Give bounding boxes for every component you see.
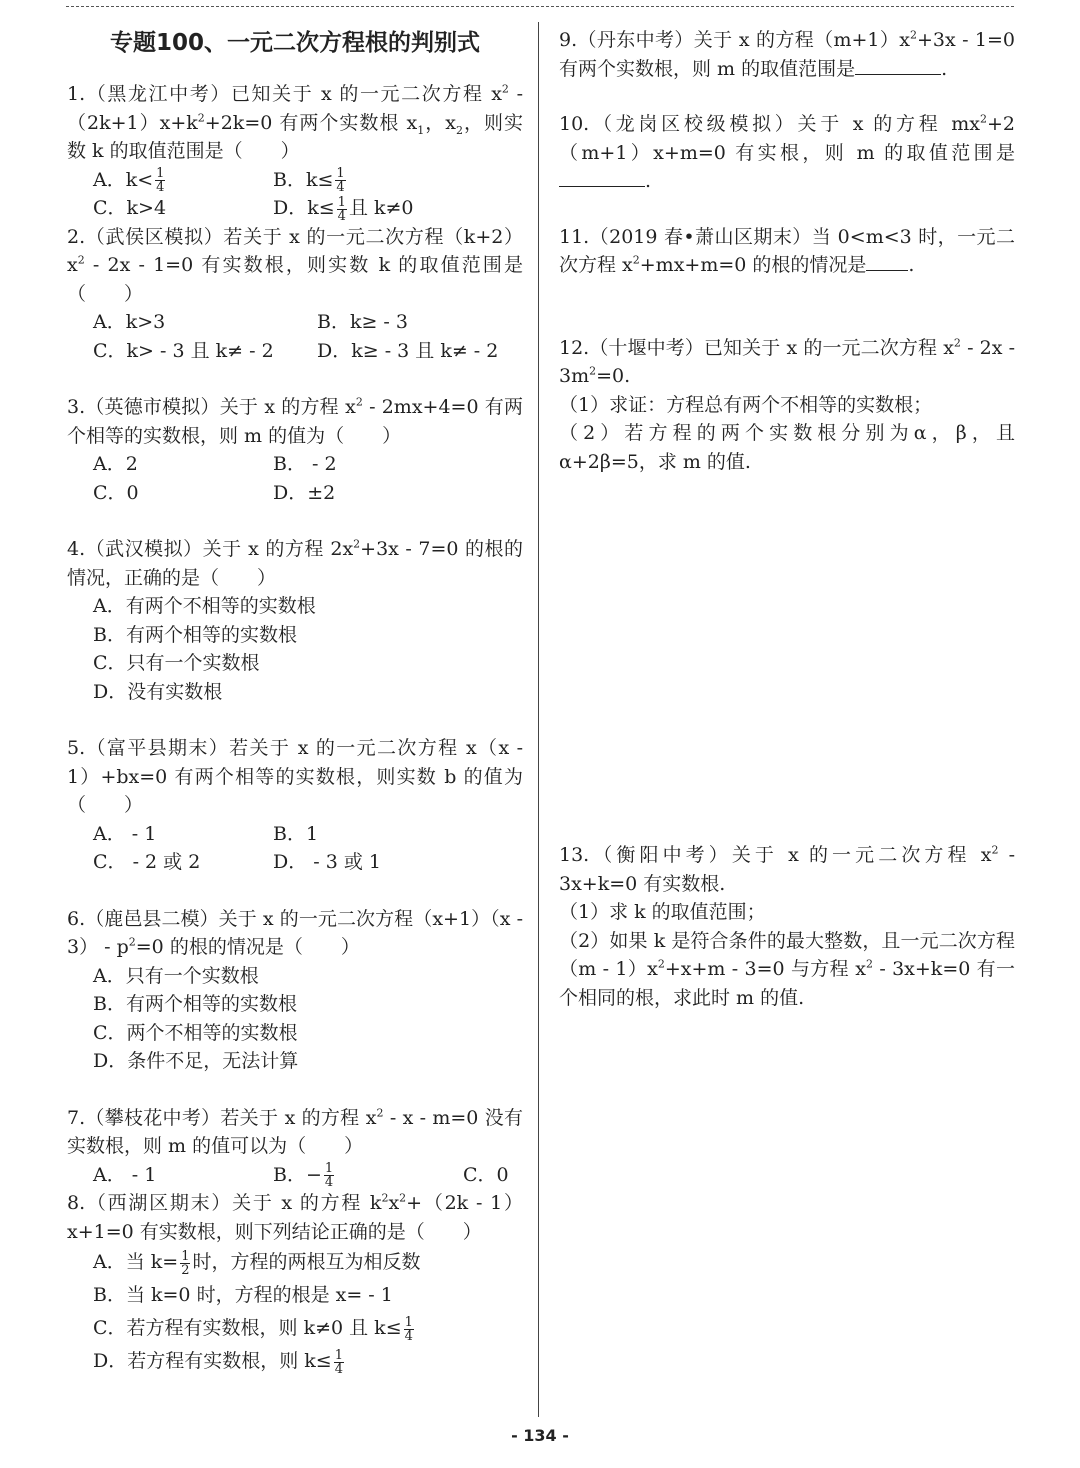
option-b: B．当 k=0 时，方程的根是 x= - 1 bbox=[93, 1284, 393, 1306]
question-11 bbox=[559, 223, 1015, 280]
question-5-stem: 5.（富平县期末）若关于 x 的一元二次方程 x（x - 1）+bx=0 有两个相等的实数根，则实数 b 的值为（ ） bbox=[67, 737, 523, 816]
option-a: A．k>3 bbox=[93, 311, 166, 333]
option-a: A．只有一个实数根 bbox=[93, 964, 259, 987]
answer-blank[interactable] bbox=[866, 251, 908, 271]
option-a: A．k< $\frac{1}{4}$ bbox=[93, 166, 165, 195]
question-1-options bbox=[67, 166, 523, 223]
question-2-options bbox=[67, 308, 523, 365]
option-a: A．2 bbox=[93, 453, 138, 475]
question-13-stem: 13.（衡阳中考）关于 x 的一元二次方程 $x^2 - 3x+k=0$ 有实数根. bbox=[559, 843, 1015, 895]
question-3 bbox=[67, 393, 523, 507]
option-b: B．− $\frac{1}{4}$ bbox=[273, 1161, 334, 1190]
option-c: C．k> - 3 且 k≠ - 2 bbox=[93, 339, 274, 362]
question-3-options bbox=[67, 450, 523, 507]
question-9 bbox=[559, 26, 1015, 83]
question-4-stem: 4.（武汉模拟）关于 x 的方程 $2x^2+3x - 7=0$ 的根的情况，正确的是（ ） bbox=[67, 537, 523, 589]
option-b: B．k≥ - 3 bbox=[317, 311, 408, 333]
option-c: C．若方程有实数根，则 k≠0 且 k≤ $\frac{1}{4}$ bbox=[93, 1314, 413, 1344]
page-title: 专题100、一元二次方程根的判别式 bbox=[109, 30, 480, 56]
option-c: C．0 bbox=[463, 1163, 509, 1186]
option-a: A．有两个不相等的实数根 bbox=[93, 595, 316, 617]
question-13-part-2: （2）如果 k 是符合条件的最大整数，且一元二次方程$(m - 1)x^2+x+m - 3=0$ 与方程 $x^2 - 3x+k=0$ 有一个相同的根，求此时 m 的值. bbox=[559, 929, 1015, 1009]
column-divider bbox=[538, 22, 539, 1417]
question-2 bbox=[67, 223, 523, 366]
question-6 bbox=[67, 905, 523, 1076]
question-11-stem: 11.（2019 春•萧山区期末）当 0<m<3 时，一元二次方程 $x^2+mx+m=0$ 的根的情况是 . bbox=[559, 225, 1015, 276]
question-1-stem: 1.（黑龙江中考）已知关于 x 的一元二次方程 $x^2$ $-(2k+1)x+k^2+2k=0$ 有两个实数根 $x_1$，$x_2$，则实数 k 的取值范围是（ ） bbox=[67, 82, 524, 162]
option-d: D． - 3 或 1 bbox=[273, 851, 381, 873]
option-d: D．±2 bbox=[273, 481, 336, 504]
question-2-stem: 2.（武侯区模拟）若关于 x 的一元二次方程$(k+2)x^2 - 2x - 1=0$ 有实数根，则实数 k 的取值范围是（ ） bbox=[67, 225, 523, 305]
top-dashed-rule bbox=[66, 6, 1014, 7]
option-b: B．有两个相等的实数根 bbox=[93, 623, 297, 646]
option-b: B．k≤ $\frac{1}{4}$ bbox=[273, 166, 345, 195]
question-12-stem: 12.（十堰中考）已知关于 x 的一元二次方程 $x^2 - 2x - 3m^2=0$. bbox=[559, 336, 1015, 387]
option-c: C． - 2 或 2 bbox=[93, 851, 201, 873]
option-b: B．1 bbox=[273, 822, 319, 845]
answer-blank[interactable] bbox=[855, 55, 941, 75]
question-6-stem: 6.（鹿邑县二模）关于 x 的一元二次方程$(x+1)(x - 3) - p^2=0$ 的根的情况是（ ） bbox=[67, 907, 523, 958]
question-12-part-2: （2）若方程的两个实数根分别为α，β，且α+2β=5，求 m 的值. bbox=[559, 422, 1015, 473]
question-8 bbox=[67, 1189, 523, 1378]
option-a: A． - 1 bbox=[93, 822, 157, 845]
question-10-stem: 10.（龙岗区校级模拟）关于 x 的方程 $mx^2+2(m+1)x+m=0$ 有实根，则 m 的取值范围是. bbox=[559, 112, 1015, 192]
option-d: D．k≤ $\frac{1}{4}$ 且 k≠0 bbox=[273, 194, 414, 224]
question-10 bbox=[559, 110, 1015, 196]
question-1 bbox=[67, 80, 523, 223]
question-7 bbox=[67, 1104, 523, 1190]
question-4 bbox=[67, 535, 523, 706]
option-b: B．有两个相等的实数根 bbox=[93, 993, 297, 1015]
option-d: D．条件不足，无法计算 bbox=[93, 1050, 299, 1072]
question-8-stem: 8.（西湖区期末）关于 x 的方程 $k^2x^2+(2k - 1)x+1=0$ 有实数根，则下列结论正确的是（ ） bbox=[67, 1191, 524, 1243]
option-d: D．没有实数根 bbox=[93, 680, 223, 703]
answer-blank[interactable] bbox=[559, 167, 645, 187]
question-7-stem: 7.（攀枝花中考）若关于 x 的方程 $x^2 - x - m=0$ 没有实数根，则 m 的值可以为（ ） bbox=[67, 1106, 523, 1157]
option-c: C．0 bbox=[93, 481, 139, 504]
option-c: C．两个不相等的实数根 bbox=[93, 1021, 298, 1044]
option-b: B． - 2 bbox=[273, 453, 337, 475]
question-12 bbox=[559, 334, 1015, 477]
left-column bbox=[67, 26, 523, 1378]
option-d: D．k≥ - 3 且 k≠ - 2 bbox=[317, 339, 499, 362]
question-3-stem: 3.（英德市模拟）关于 x 的方程 $x^2 - 2mx+4=0$ 有两个相等的实数根，则 m 的值为（ ） bbox=[67, 395, 523, 447]
option-a: A．当 k= $\frac{1}{2}$ 时，方程的两根互为相反数 bbox=[93, 1248, 421, 1278]
right-column bbox=[559, 26, 1015, 1009]
option-a: A． - 1 bbox=[93, 1163, 157, 1186]
question-13 bbox=[559, 841, 1015, 1012]
question-5-options bbox=[67, 820, 523, 877]
question-13-part-1: （1）求 k 的取值范围； bbox=[559, 901, 766, 923]
question-9-stem: 9.（丹东中考）关于 x 的方程$(m+1)x^2+3x - 1=0$ 有两个实数根，则 m 的取值范围是 . bbox=[559, 28, 1015, 80]
question-12-part-1: （1）求证：方程总有两个不相等的实数根； bbox=[559, 393, 933, 416]
option-c: C．只有一个实数根 bbox=[93, 652, 260, 674]
option-c: C．k>4 bbox=[93, 197, 167, 219]
option-d: D．若方程有实数根，则 k≤ $\frac{1}{4}$ bbox=[93, 1347, 343, 1377]
question-7-options bbox=[67, 1161, 523, 1190]
page-number: - 134 - bbox=[511, 1426, 569, 1445]
question-5 bbox=[67, 734, 523, 877]
